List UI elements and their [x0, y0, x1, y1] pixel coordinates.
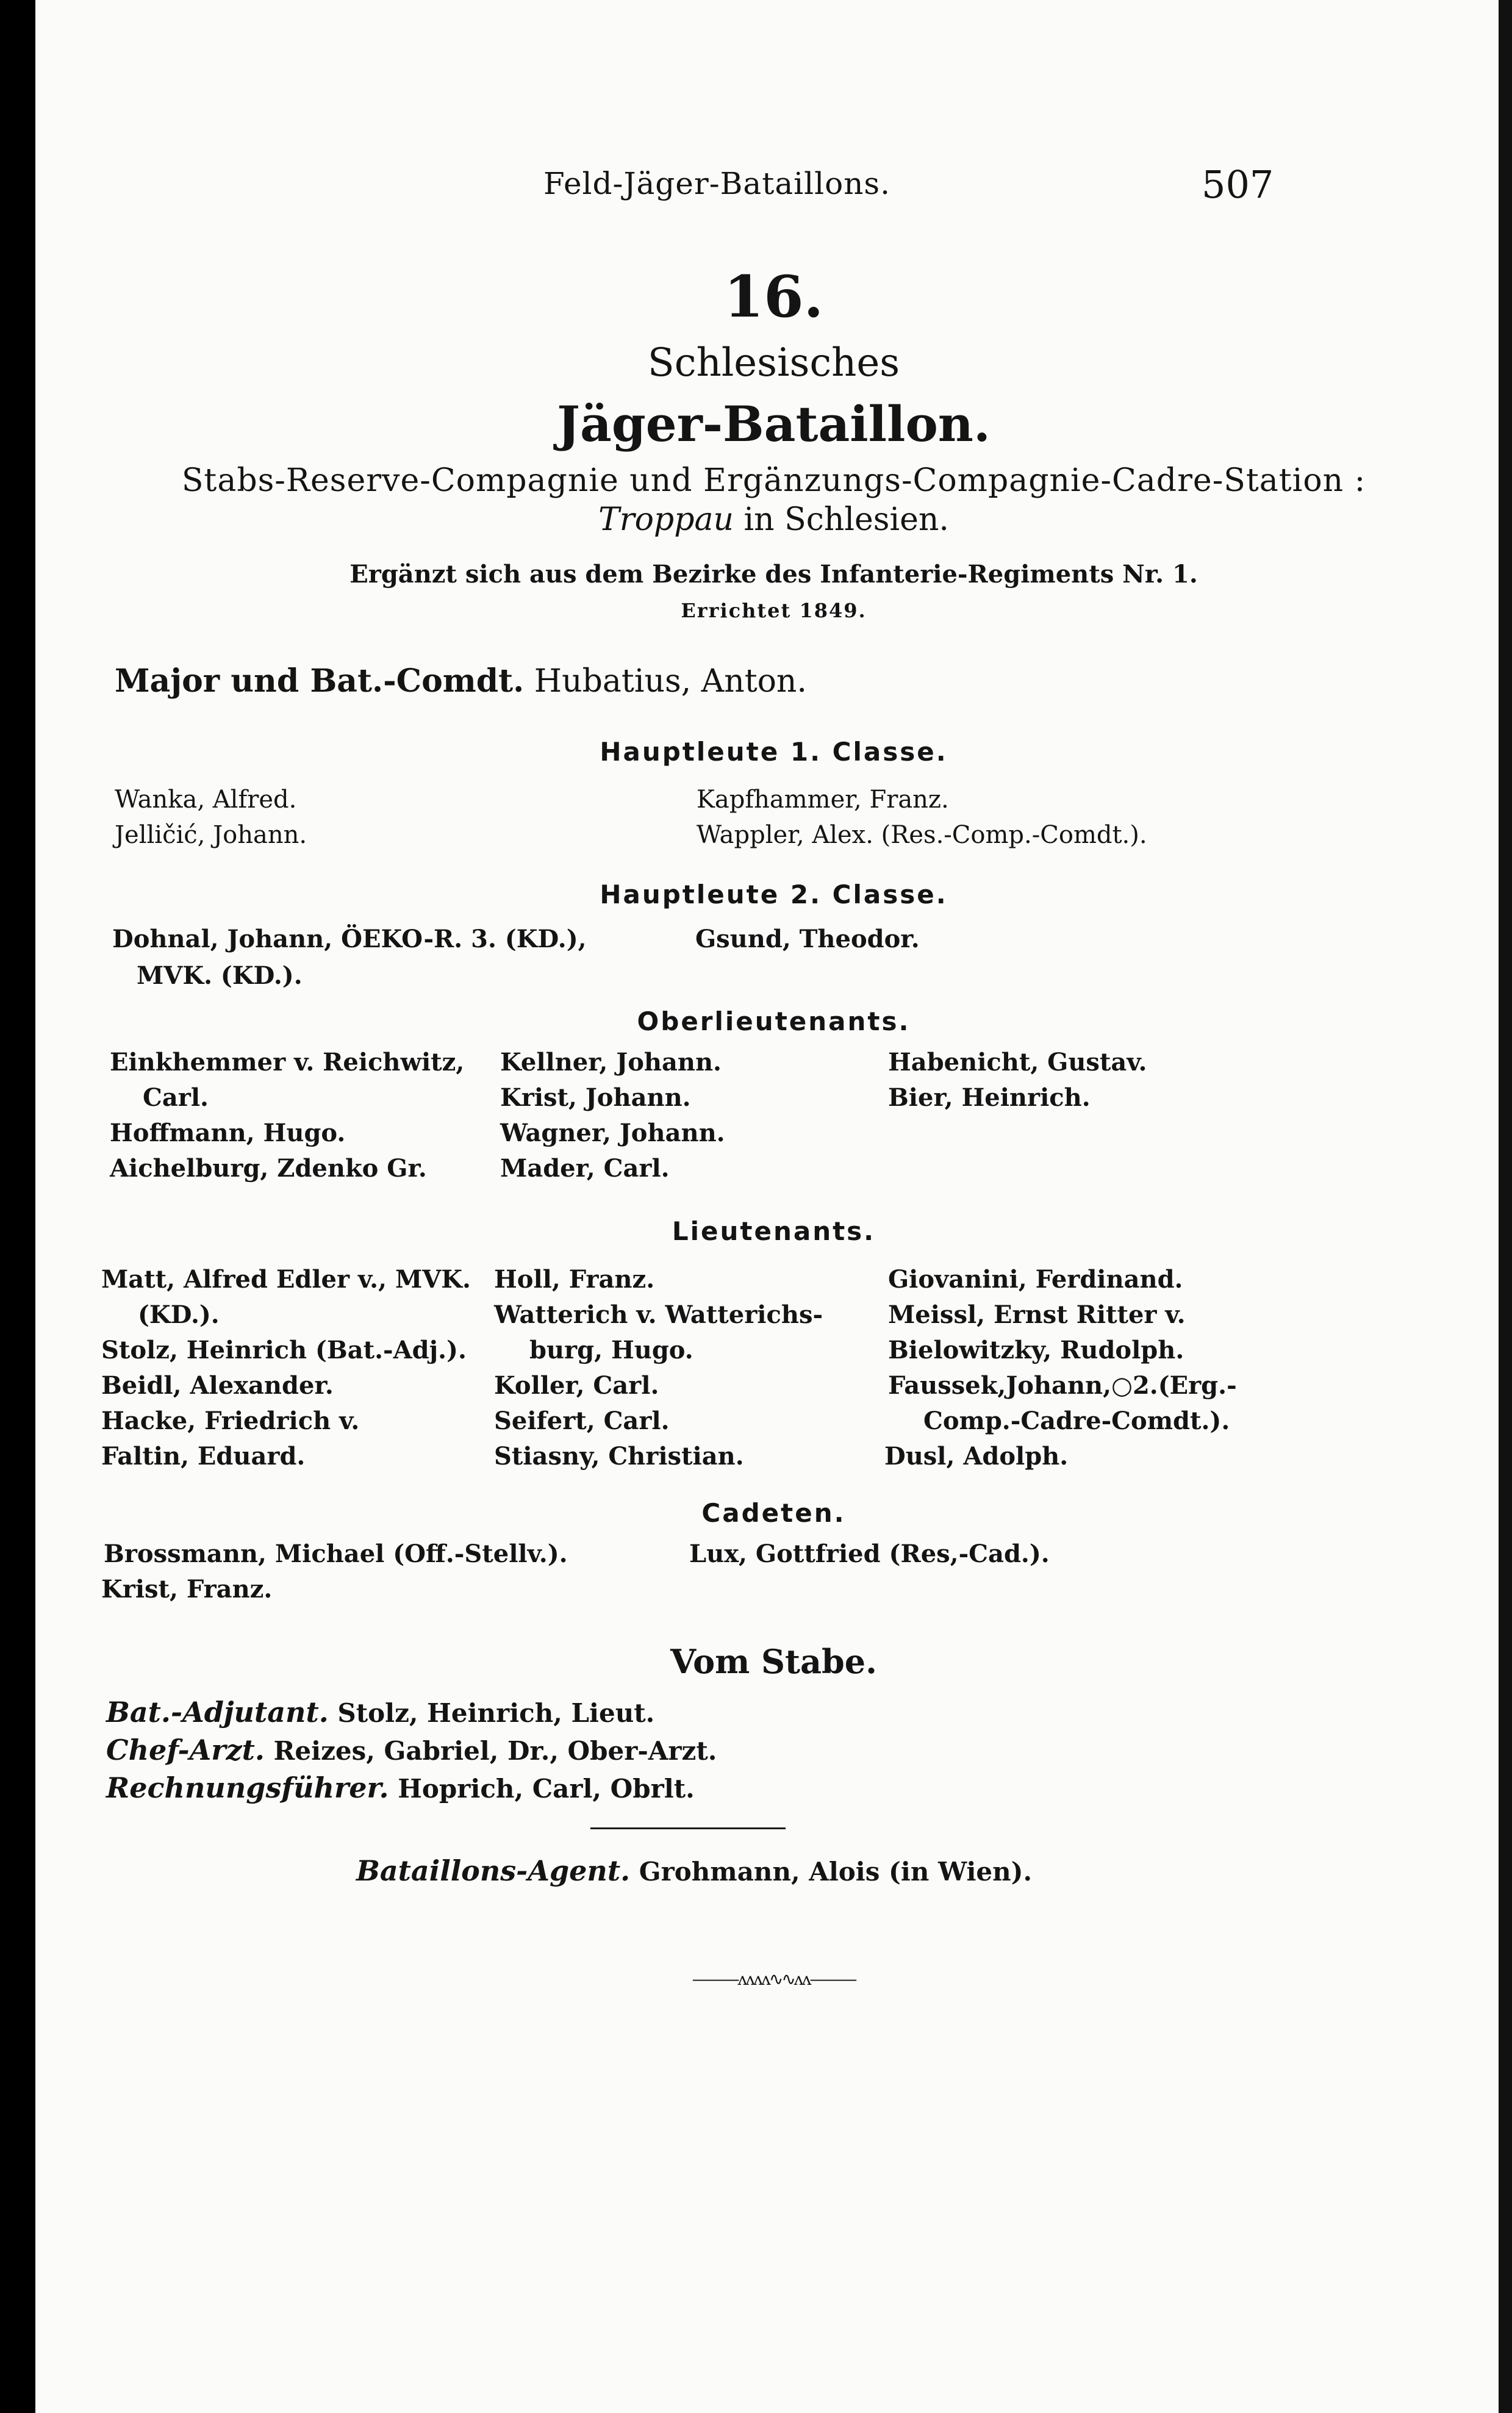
lt-col1-5: Faltin, Eduard.	[101, 1442, 306, 1471]
staff-role-1: Chef-Arzt.	[106, 1734, 265, 1766]
page-edge-shadow	[1499, 0, 1512, 2413]
first-lt-col3-1: Bier, Heinrich.	[888, 1083, 1091, 1112]
staff-name-2: Hoprich, Carl, Obrlt.	[398, 1774, 695, 1804]
founded-note: Errichtet 1849.	[681, 599, 867, 622]
captain-2-left-1: MVK. (KD.).	[137, 961, 303, 990]
first-lt-col1-0: Einkhemmer v. Reichwitz,	[110, 1048, 465, 1077]
heading-lieutenants: Lieutenants.	[672, 1216, 876, 1246]
captain-1-right-0: Kapfhammer, Franz.	[697, 786, 949, 814]
lt-col1-3: Beidl, Alexander.	[101, 1371, 334, 1400]
commander-name: Hubatius, Anton.	[534, 663, 807, 700]
battalion-number: 16.	[723, 264, 824, 331]
commander-line	[115, 662, 807, 700]
page-number: 507	[1202, 162, 1274, 207]
first-lt-col2-3: Mader, Carl.	[500, 1154, 670, 1183]
first-lt-col2-2: Wagner, Johann.	[500, 1119, 725, 1147]
staff-name-1: Reizes, Gabriel, Dr., Ober-Arzt.	[273, 1736, 717, 1766]
first-lt-col3-0: Habenicht, Gustav.	[888, 1048, 1147, 1077]
heading-staff: Vom Stabe.	[670, 1642, 877, 1681]
lt-col1-1: (KD.).	[138, 1300, 220, 1329]
staff-name-0: Stolz, Heinrich, Lieut.	[337, 1698, 655, 1728]
staff-role-0: Bat.-Adjutant.	[106, 1696, 329, 1729]
lt-col3-2: Bielowitzky, Rudolph.	[888, 1336, 1184, 1364]
lt-col3-5: Dusl, Adolph.	[884, 1442, 1069, 1471]
lt-col1-4: Hacke, Friedrich v.	[101, 1407, 360, 1435]
staff-role-2: Rechnungsführer.	[106, 1771, 389, 1804]
captain-1-right-1: Wappler, Alex. (Res.-Comp.-Comdt.).	[697, 821, 1147, 849]
captain-2-right-0: Gsund, Theodor.	[695, 925, 920, 953]
battalion-region: Schlesisches	[647, 340, 900, 385]
station-location	[35, 501, 1512, 538]
staff-row-1	[106, 1734, 717, 1766]
lt-col2-2: burg, Hugo.	[529, 1336, 693, 1364]
lt-col2-5: Stiasny, Christian.	[494, 1442, 744, 1471]
station-line: Stabs-Reserve-Compagnie und Ergänzungs-Compagnie-Cadre-Station :	[181, 462, 1366, 499]
staff-row-2	[106, 1771, 695, 1804]
cadet-right-0: Lux, Gottfried (Res,-Cad.).	[689, 1540, 1050, 1568]
lt-col2-1: Watterich v. Watterichs-	[494, 1300, 823, 1329]
lt-col2-4: Seifert, Carl.	[494, 1407, 670, 1435]
divider-rule	[590, 1827, 786, 1829]
first-lt-col2-0: Kellner, Johann.	[500, 1048, 722, 1077]
lt-col3-1: Meissl, Ernst Ritter v.	[888, 1300, 1186, 1329]
battalion-title: Jäger-Bataillon.	[557, 395, 991, 453]
agent-row	[356, 1854, 1032, 1887]
captain-1-left-1: Jelličić, Johann.	[115, 821, 307, 849]
heading-captains-1: Hauptleute 1. Classe.	[600, 737, 948, 767]
lt-col3-0: Giovanini, Ferdinand.	[888, 1265, 1183, 1294]
running-header: Feld-Jäger-Bataillons.	[543, 166, 890, 201]
lt-col1-0: Matt, Alfred Edler v., MVK.	[101, 1265, 471, 1294]
agent-role: Bataillons-Agent.	[356, 1854, 631, 1887]
captain-1-left-0: Wanka, Alfred.	[115, 786, 297, 814]
first-lt-col1-1: Carl.	[143, 1083, 209, 1112]
heading-cadets: Cadeten.	[701, 1498, 846, 1528]
lt-col2-3: Koller, Carl.	[494, 1371, 659, 1400]
heading-captains-2: Hauptleute 2. Classe.	[600, 880, 948, 909]
lt-col3-3: Faussek,Johann,○2.(Erg.-	[888, 1371, 1237, 1400]
lt-col2-0: Holl, Franz.	[494, 1265, 655, 1294]
first-lt-col1-3: Aichelburg, Zdenko Gr.	[110, 1154, 427, 1183]
lt-col3-4: Comp.-Cadre-Comdt.).	[923, 1407, 1230, 1435]
agent-name: Grohmann, Alois (in Wien).	[639, 1857, 1033, 1887]
cadet-left-1: Krist, Franz.	[101, 1575, 273, 1604]
station-place-suffix: in Schlesien.	[743, 501, 949, 538]
lt-col1-2: Stolz, Heinrich (Bat.-Adj.).	[101, 1336, 467, 1364]
staff-row-0	[106, 1696, 654, 1729]
commander-rank: Major und Bat.-Comdt.	[115, 662, 525, 700]
captain-2-left-0: Dohnal, Johann, ÖEKO-R. 3. (KD.),	[112, 925, 587, 953]
cadet-left-0: Brossmann, Michael (Off.-Stellv.).	[104, 1540, 568, 1568]
end-ornament: ———ʌʌʌʌ∿∿ʌʌ———	[692, 1969, 856, 1989]
document-page	[35, 0, 1512, 2413]
station-place: Troppau	[598, 501, 734, 538]
heading-first-lieutenants: Oberlieutenants.	[637, 1006, 911, 1036]
supplement-note: Ergänzt sich aus dem Bezirke des Infanterie-Regiments Nr. 1.	[349, 560, 1198, 589]
first-lt-col1-2: Hoffmann, Hugo.	[110, 1119, 346, 1147]
first-lt-col2-1: Krist, Johann.	[500, 1083, 691, 1112]
